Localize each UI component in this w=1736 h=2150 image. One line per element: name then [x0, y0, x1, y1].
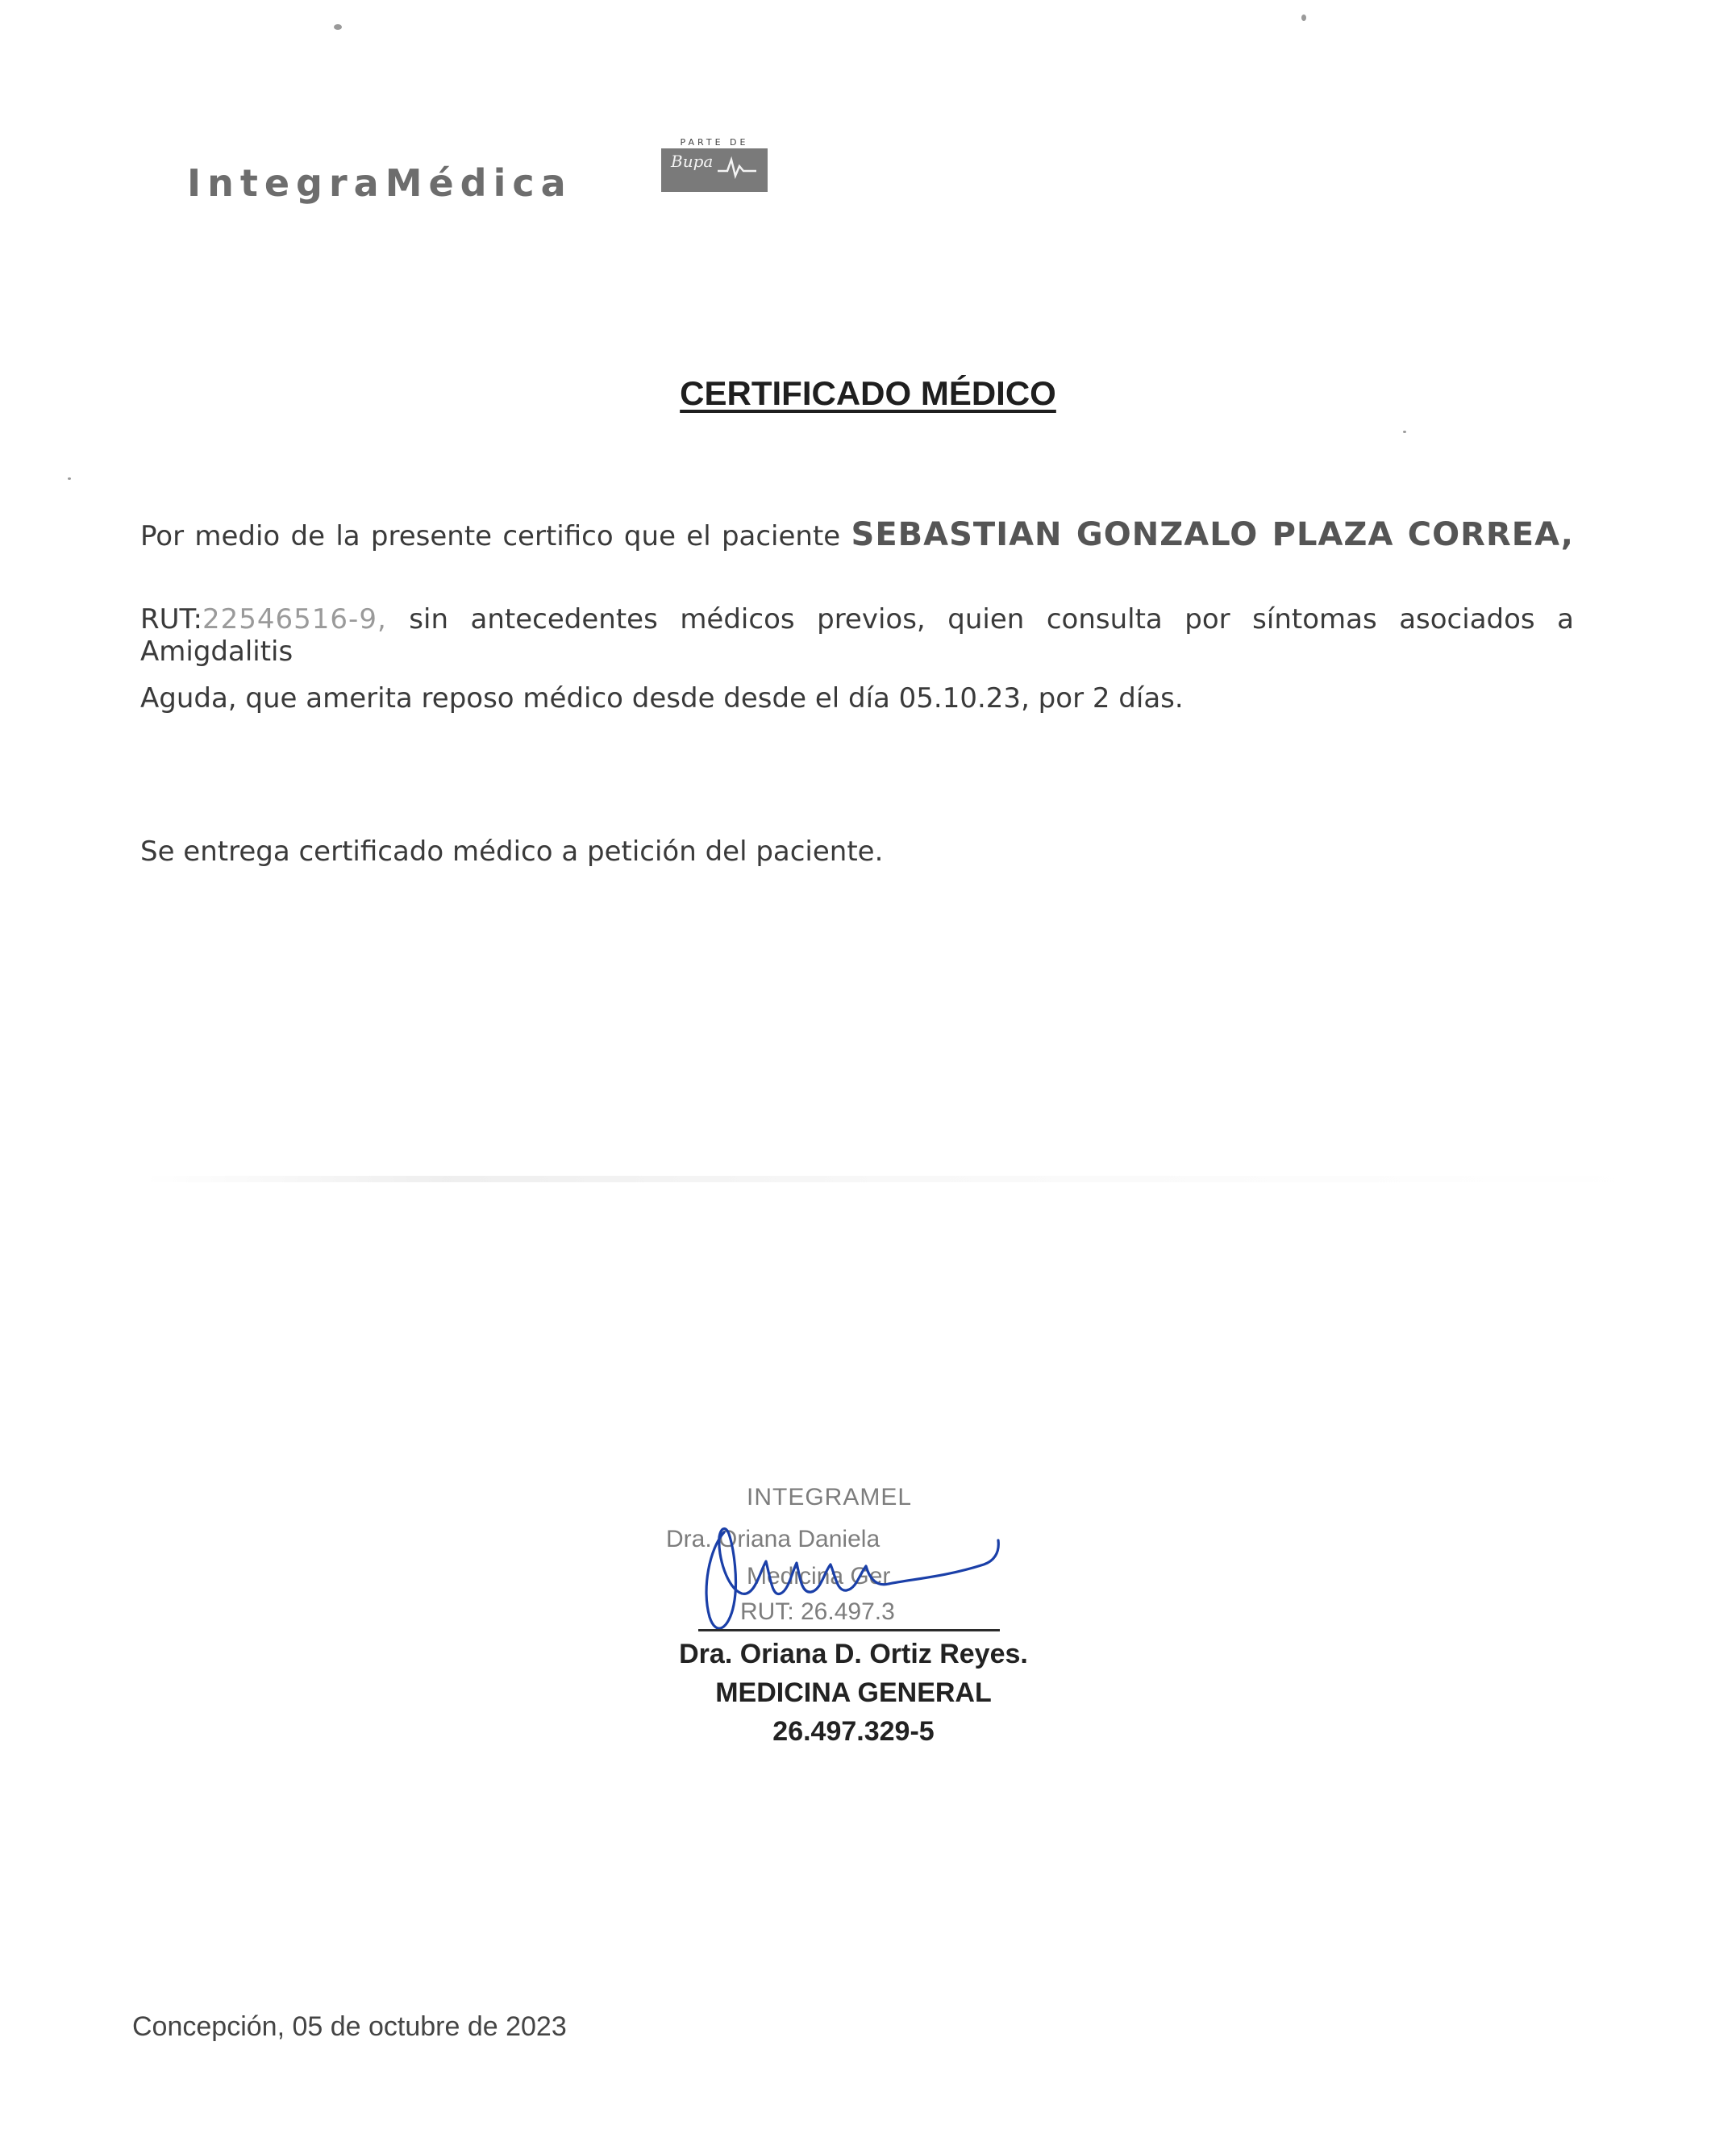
patient-rut: 22546516-9, — [202, 603, 387, 635]
body-line-3: Aguda, que amerita reposo médico desde desde el día 05.10.23, por 2 días. — [140, 682, 1184, 715]
body-line-2 — [140, 603, 1574, 668]
integramedica-logo — [187, 137, 800, 205]
logo-wordmark: IntegraMédica — [187, 161, 572, 205]
rut-label: RUT: — [140, 603, 202, 635]
signatory-specialty: MEDICINA GENERAL — [715, 1677, 992, 1708]
stamp-line-4: RUT: 26.497.3 — [740, 1598, 895, 1625]
stamp-line-1: INTEGRAMEL — [747, 1484, 913, 1510]
badge-box — [661, 148, 768, 192]
body-line-1 — [140, 516, 1574, 553]
signatory-rut: 26.497.329-5 — [772, 1716, 935, 1747]
signatory-name: Dra. Oriana D. Ortiz Reyes. — [679, 1639, 1028, 1669]
scan-speck — [1403, 431, 1406, 433]
patient-name: SEBASTIAN GONZALO PLAZA CORREA, — [851, 516, 1574, 553]
stamp-line-2: Dra. Oriana Daniela — [666, 1526, 880, 1552]
document-title: CERTIFICADO MÉDICO — [680, 374, 1056, 412]
heartbeat-icon — [718, 155, 758, 179]
place-and-date: Concepción, 05 de octubre de 2023 — [132, 2011, 567, 2042]
scan-speck — [68, 477, 71, 480]
scan-streak — [145, 1176, 1645, 1182]
diagnosis-text: sin antecedentes médicos previos, quien consulta por síntomas asociados a Amigdalitis — [140, 603, 1574, 668]
body-line-4: Se entrega certificado médico a petición del paciente. — [140, 835, 884, 868]
signature-line — [698, 1629, 1000, 1631]
handwritten-signature — [677, 1516, 1032, 1645]
stamp-line-3: Medicina Ger — [747, 1563, 891, 1590]
bupa-badge — [661, 137, 768, 194]
scan-speck — [334, 24, 342, 30]
intro-text: Por medio de la presente certifico que el paciente — [140, 520, 841, 552]
scan-speck — [1301, 15, 1306, 21]
badge-brand: Bupa — [671, 152, 714, 171]
badge-top-text: PARTE DE — [680, 137, 749, 148]
